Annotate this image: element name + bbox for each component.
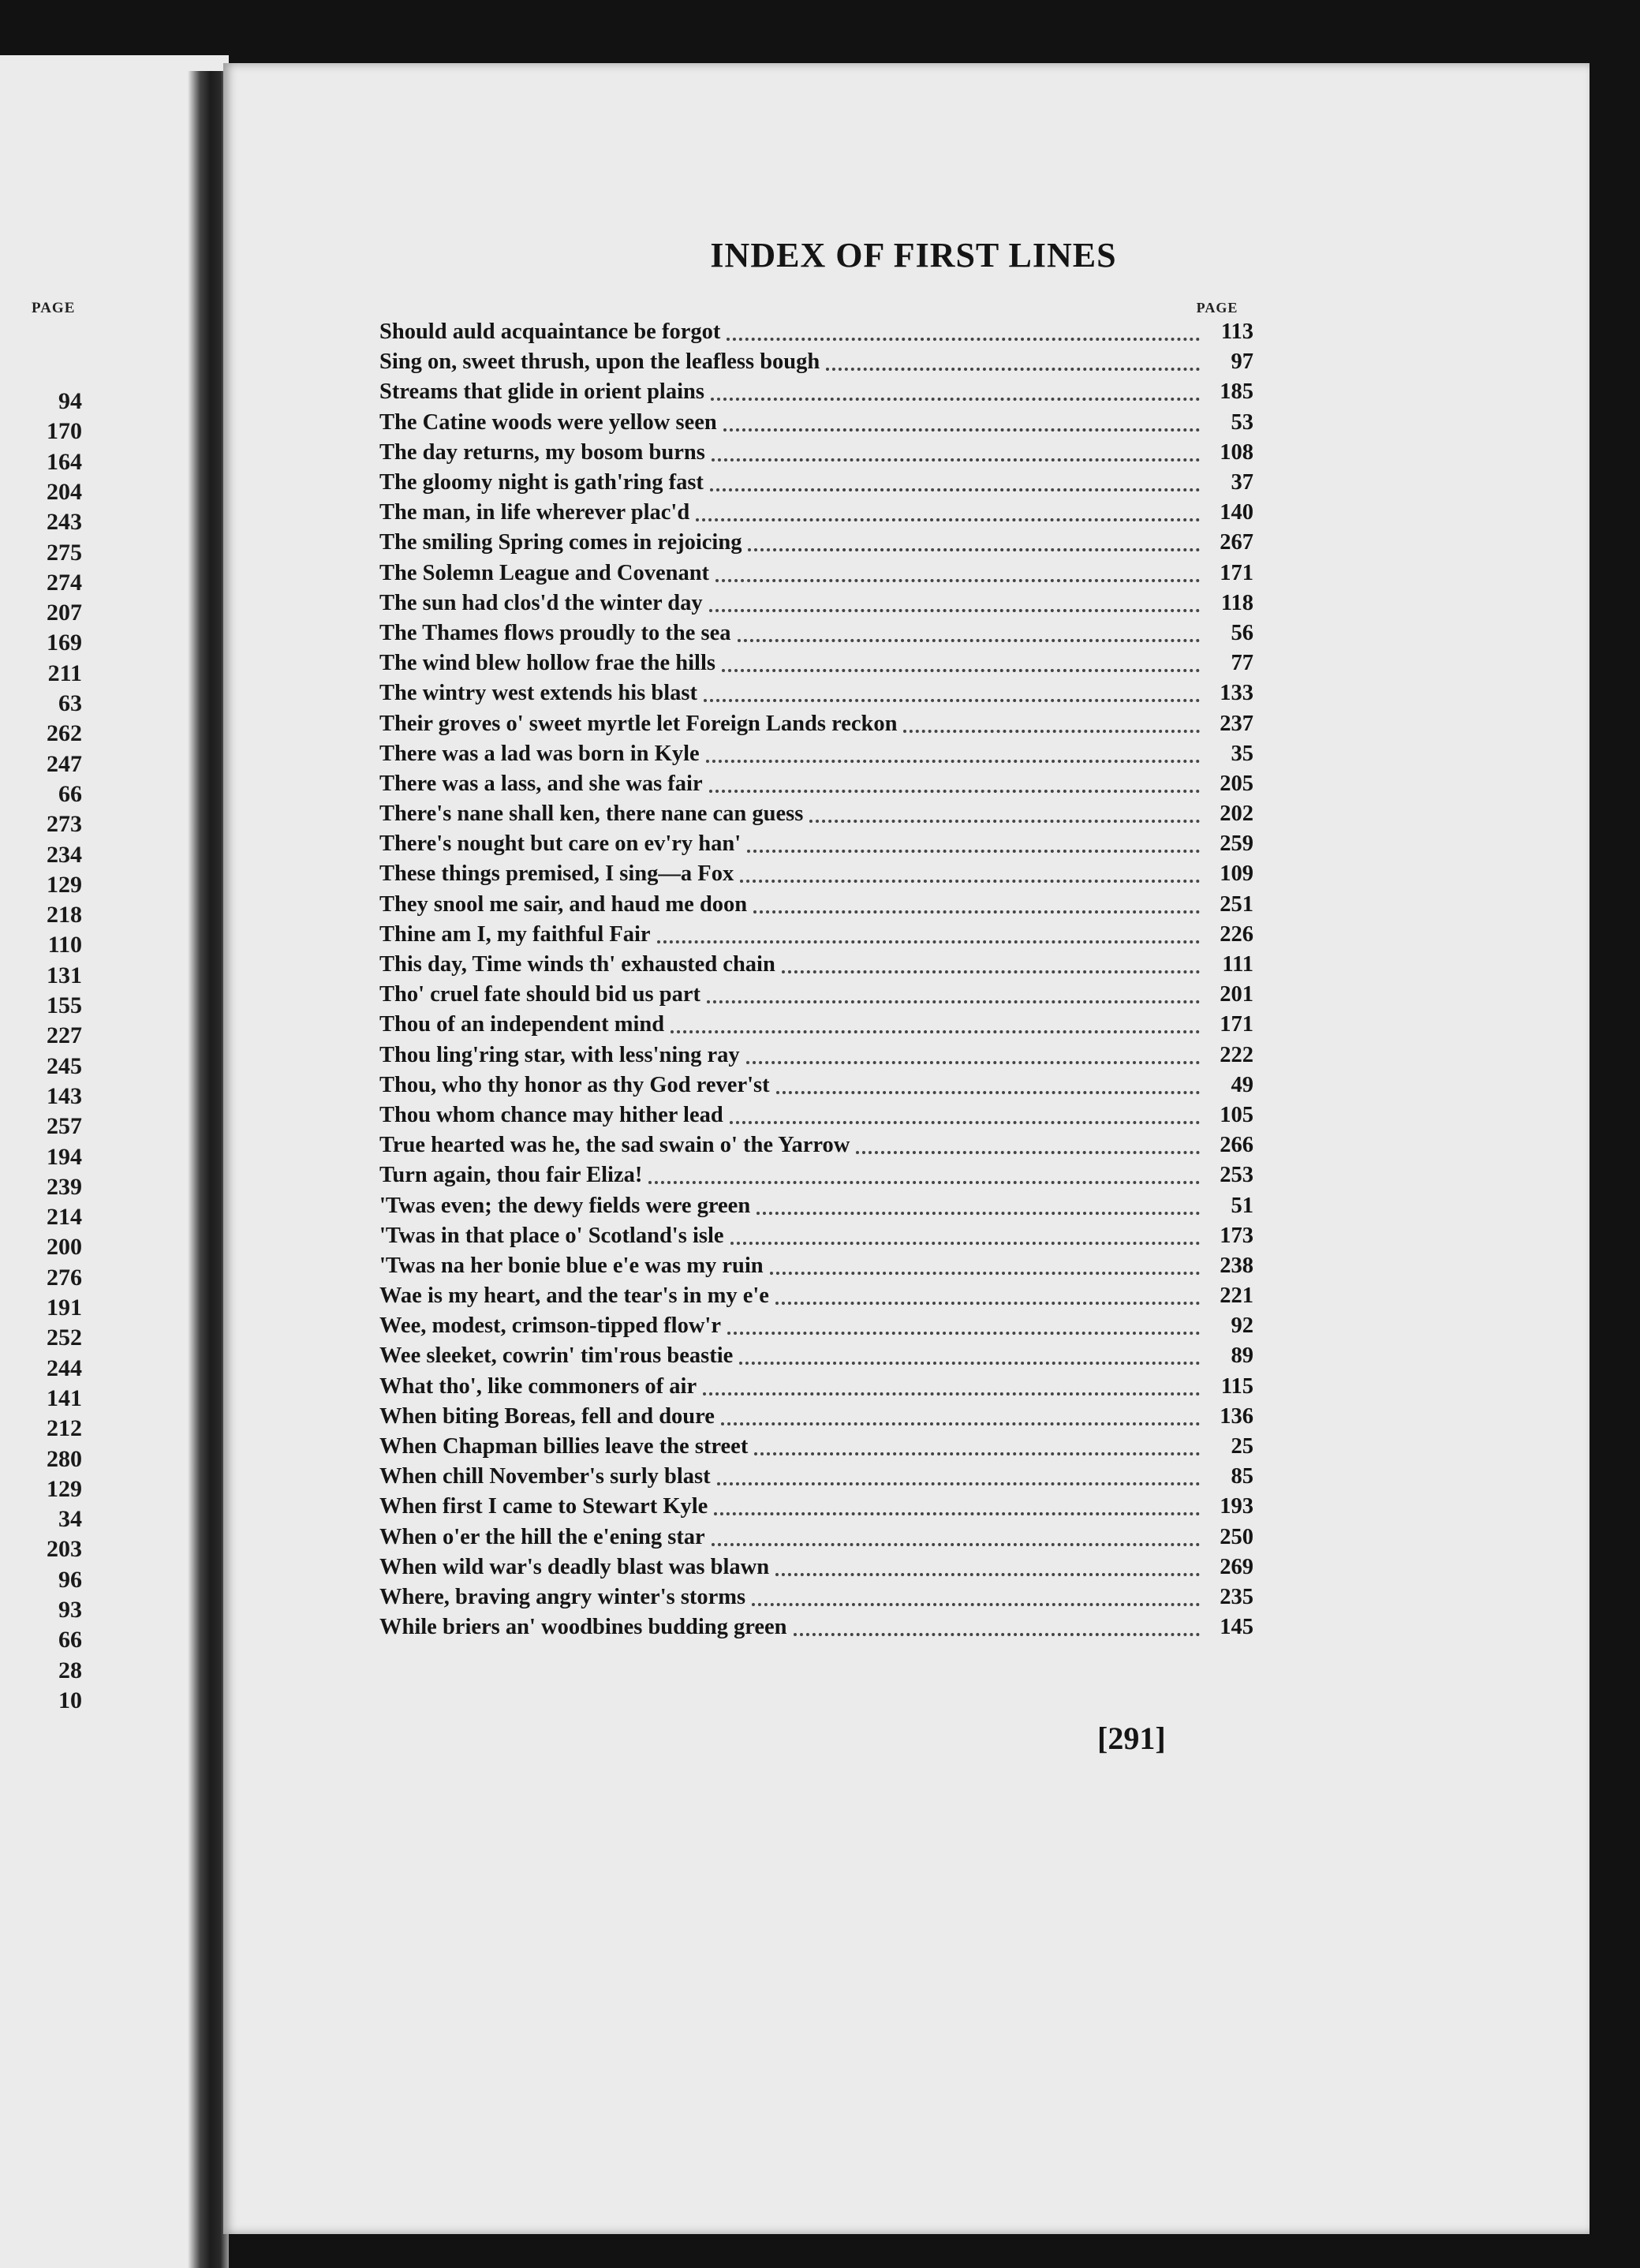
left-page-number: 170: [47, 418, 82, 445]
dot-leader: [740, 853, 1200, 883]
page-number: 49: [1231, 1072, 1253, 1097]
left-page-number: 155: [47, 992, 82, 1018]
first-line-text: When biting Boreas, fell and doure: [379, 1403, 715, 1429]
dot-leader: [721, 1396, 1200, 1425]
page-number: 201: [1220, 982, 1253, 1007]
page-column-header: PAGE: [1196, 300, 1238, 316]
dot-leader: [782, 943, 1200, 973]
left-page-number: 94: [58, 388, 82, 414]
first-line-text: The Thames flows proudly to the sea: [379, 620, 731, 645]
first-line-text: When wild war's deadly blast was blawn: [379, 1554, 770, 1579]
left-page-number: 66: [58, 780, 82, 807]
left-page-number: 164: [47, 448, 82, 475]
page-folio: [291]: [1097, 1721, 1166, 1756]
page-number: 56: [1231, 620, 1253, 645]
page-number: 51: [1231, 1193, 1253, 1218]
left-page-number: 211: [47, 659, 82, 686]
first-line-text: There's nane shall ken, there nane can guess: [379, 801, 804, 827]
page-number: 53: [1231, 409, 1253, 435]
first-line-text: Wee sleeket, cowrin' tim'rous beastie: [379, 1343, 734, 1369]
page-number: 250: [1220, 1524, 1253, 1549]
dot-leader: [730, 1215, 1200, 1245]
dot-leader: [746, 1034, 1200, 1064]
left-page-number: 66: [58, 1627, 82, 1653]
page-number: 25: [1231, 1434, 1253, 1459]
left-page-number: 227: [47, 1022, 82, 1049]
dot-leader: [709, 582, 1200, 612]
left-page-number: 214: [47, 1204, 82, 1231]
page-number: 237: [1220, 711, 1253, 736]
dot-leader: [707, 973, 1200, 1003]
page-number: 173: [1220, 1223, 1253, 1248]
dot-leader: [703, 1366, 1200, 1396]
dot-leader: [856, 1124, 1200, 1154]
page-number: 185: [1220, 379, 1253, 405]
first-line-text: Thou whom chance may hither lead: [379, 1102, 723, 1127]
page-number: 226: [1220, 921, 1253, 947]
page-number: 259: [1220, 831, 1253, 857]
left-page-number: 274: [47, 569, 82, 596]
left-page-number: 129: [47, 1475, 82, 1502]
page-number: 77: [1231, 651, 1253, 676]
first-line-text: Wee, modest, crimson-tipped flow'r: [379, 1313, 721, 1339]
dot-leader: [657, 914, 1200, 943]
left-page-number: 203: [47, 1536, 82, 1563]
page-number: 251: [1220, 891, 1253, 917]
first-line-text: Streams that glide in orient plains: [379, 379, 704, 405]
left-page-number: 143: [47, 1082, 82, 1109]
left-page-number: 191: [47, 1295, 82, 1321]
page-number: 267: [1220, 530, 1253, 555]
first-line-text: The wintry west extends his blast: [379, 681, 697, 706]
left-page-number: 63: [58, 690, 82, 716]
dot-leader: [770, 1245, 1200, 1275]
first-line-text: This day, Time winds th' exhausted chain: [379, 952, 775, 977]
left-page-number: 273: [47, 811, 82, 838]
left-page-column-header: PAGE: [32, 300, 76, 316]
page-number: 171: [1220, 560, 1253, 585]
left-page-number: 96: [58, 1566, 82, 1593]
left-page-number: 262: [47, 720, 82, 747]
page-number: 235: [1220, 1584, 1253, 1609]
dot-leader: [704, 672, 1200, 702]
dot-leader: [730, 1094, 1200, 1124]
page-number: 266: [1220, 1133, 1253, 1158]
dot-leader: [706, 733, 1200, 763]
dot-leader: [903, 703, 1200, 733]
left-page-number: 169: [47, 630, 82, 656]
page-number: 193: [1220, 1494, 1253, 1519]
left-page-number: 239: [47, 1173, 82, 1200]
dot-leader: [712, 432, 1200, 461]
page-number: 221: [1220, 1283, 1253, 1309]
page-number: 269: [1220, 1554, 1253, 1579]
left-page-number: 212: [47, 1415, 82, 1442]
dot-leader: [709, 763, 1200, 793]
index-entries: [379, 317, 1255, 1642]
first-line-text: There was a lad was born in Kyle: [379, 741, 700, 766]
page-number: 92: [1231, 1313, 1253, 1339]
first-line-text: Thou, who thy honor as thy God rever'st: [379, 1072, 770, 1097]
page-number: 145: [1220, 1615, 1253, 1640]
left-page-number: 93: [58, 1597, 82, 1623]
dot-leader: [754, 1425, 1200, 1455]
dot-leader: [712, 1516, 1200, 1546]
page-number: 89: [1231, 1343, 1253, 1369]
dot-leader: [775, 1275, 1200, 1305]
page-number: 202: [1220, 801, 1253, 827]
first-line-text: While briers an' woodbines budding green: [379, 1615, 787, 1640]
dot-leader: [794, 1606, 1200, 1636]
first-line-text: Thine am I, my faithful Fair: [379, 921, 651, 947]
page-number: 109: [1220, 861, 1253, 887]
page-number: 238: [1220, 1253, 1253, 1278]
first-line-text: They snool me sair, and haud me doon: [379, 891, 748, 917]
first-line-text: Thou of an independent mind: [379, 1012, 665, 1037]
first-line-text: When first I came to Stewart Kyle: [379, 1494, 708, 1519]
page-number: 105: [1220, 1102, 1253, 1127]
first-line-text: When chill November's surly blast: [379, 1464, 711, 1489]
first-line-text: There's nought but care on ev'ry han': [379, 831, 742, 857]
page-number: 140: [1220, 500, 1253, 525]
left-page-number: 110: [47, 932, 82, 958]
first-line-text: When o'er the hill the e'ening star: [379, 1524, 705, 1549]
index-page: [223, 63, 1590, 2234]
first-line-text: Tho' cruel fate should bid us part: [379, 982, 700, 1007]
left-page-number: 244: [47, 1354, 82, 1381]
left-page-number: 28: [58, 1657, 82, 1683]
dot-leader: [775, 1546, 1200, 1576]
page-number: 133: [1220, 681, 1253, 706]
dot-leader: [747, 823, 1200, 853]
page-title: INDEX OF FIRST LINES: [710, 236, 1117, 275]
first-line-text: Where, braving angry winter's storms: [379, 1584, 746, 1609]
page-number: 115: [1220, 1373, 1253, 1399]
dot-leader: [714, 1485, 1200, 1515]
left-page-number: 276: [47, 1264, 82, 1291]
first-line-text: 'Twas na her bonie blue e'e was my ruin: [379, 1253, 764, 1278]
left-page-number: 247: [47, 750, 82, 777]
first-line-text: The day returns, my bosom burns: [379, 439, 705, 465]
left-page-number: 234: [47, 841, 82, 868]
page-number: 205: [1220, 771, 1253, 796]
dot-leader: [756, 1185, 1200, 1215]
dot-leader: [727, 311, 1200, 341]
first-line-text: Sing on, sweet thrush, upon the leafless bough: [379, 349, 820, 375]
dot-leader: [748, 521, 1200, 551]
page-number: 111: [1222, 952, 1253, 977]
dot-leader: [753, 884, 1200, 914]
first-line-text: 'Twas even; the dewy fields were green: [379, 1193, 751, 1218]
first-line-text: The wind blew hollow frae the hills: [379, 651, 715, 676]
left-page-number: 243: [47, 509, 82, 536]
dot-leader: [648, 1154, 1200, 1184]
page-number: 85: [1231, 1464, 1253, 1489]
dot-leader: [717, 1455, 1200, 1485]
dot-leader: [711, 371, 1200, 401]
left-page-number: 280: [47, 1445, 82, 1472]
left-page-number: 245: [47, 1052, 82, 1079]
page-number: 37: [1231, 470, 1253, 495]
first-line-text: Thou ling'ring star, with less'ning ray: [379, 1042, 740, 1067]
dot-leader: [723, 402, 1200, 432]
dot-leader: [739, 1335, 1200, 1365]
first-line-text: 'Twas in that place o' Scotland's isle: [379, 1223, 724, 1248]
dot-leader: [776, 1064, 1200, 1094]
first-line-text: Wae is my heart, and the tear's in my e'e: [379, 1283, 769, 1309]
dot-leader: [752, 1576, 1200, 1606]
left-page-number: 252: [47, 1325, 82, 1351]
first-line-text: What tho', like commoners of air: [379, 1373, 697, 1399]
dot-leader: [738, 612, 1201, 642]
first-line-text: True hearted was he, the sad swain o' the Yarrow: [379, 1133, 850, 1158]
page-number: 118: [1220, 590, 1253, 615]
first-line-text: When Chapman billies leave the street: [379, 1434, 749, 1459]
first-line-text: Turn again, thou fair Eliza!: [379, 1163, 643, 1188]
dot-leader: [826, 341, 1200, 371]
dot-leader: [696, 491, 1200, 521]
left-page-number: 257: [47, 1113, 82, 1140]
dot-leader: [671, 1003, 1200, 1033]
page-number: 97: [1231, 349, 1253, 375]
first-line-text: The gloomy night is gath'ring fast: [379, 470, 704, 495]
page-number: 222: [1220, 1042, 1253, 1067]
first-line-text: Their groves o' sweet myrtle let Foreign Lands reckon: [379, 711, 898, 736]
first-line-text: The smiling Spring comes in rejoicing: [379, 530, 742, 555]
first-line-text: Should auld acquaintance be forgot: [379, 319, 721, 345]
left-page-number: 129: [47, 871, 82, 898]
left-page-number: 34: [58, 1506, 82, 1533]
left-page-number: 10: [58, 1687, 82, 1713]
page-number: 108: [1220, 439, 1253, 465]
left-page-number: 275: [47, 539, 82, 566]
dot-leader: [809, 793, 1200, 823]
first-line-text: These things premised, I sing—a Fox: [379, 861, 734, 887]
page-number: 253: [1220, 1163, 1253, 1188]
left-page-number: 204: [47, 478, 82, 505]
dot-leader: [722, 642, 1200, 672]
first-line-text: The sun had clos'd the winter day: [379, 590, 703, 615]
left-page-number: 194: [47, 1143, 82, 1170]
page-number: 171: [1220, 1012, 1253, 1037]
page-number: 35: [1231, 741, 1253, 766]
first-line-text: The Solemn League and Covenant: [379, 560, 710, 585]
left-page-number: 141: [47, 1384, 82, 1411]
index-entry: [379, 1612, 1255, 1642]
page-number: 136: [1220, 1403, 1253, 1429]
dot-leader: [710, 461, 1200, 491]
left-page-number: 200: [47, 1234, 82, 1261]
first-line-text: There was a lass, and she was fair: [379, 771, 703, 796]
dot-leader: [715, 552, 1200, 582]
first-line-text: The Catine woods were yellow seen: [379, 409, 717, 435]
dot-leader: [727, 1305, 1200, 1335]
left-page-number: 218: [47, 902, 82, 928]
page-number: 113: [1220, 319, 1253, 345]
left-page-number: 207: [47, 600, 82, 626]
left-page-number: 131: [47, 962, 82, 988]
first-line-text: The man, in life wherever plac'd: [379, 500, 690, 525]
